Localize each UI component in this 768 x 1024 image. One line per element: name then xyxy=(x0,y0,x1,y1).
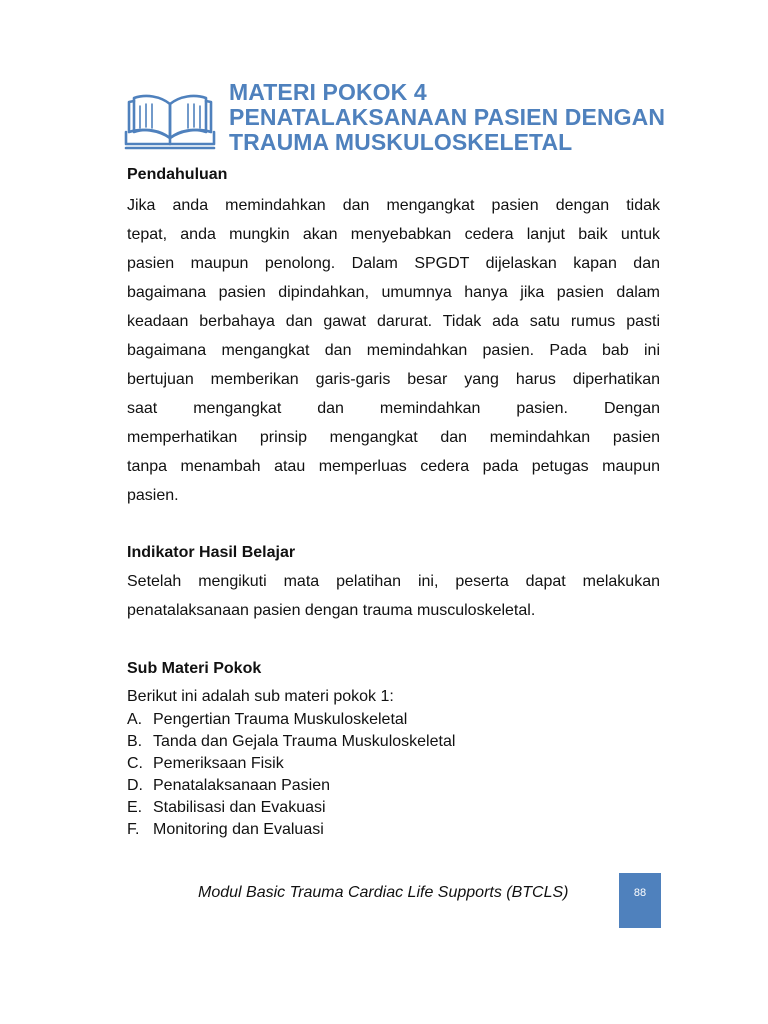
title-line-3: TRAUMA MUSKULOSKELETAL xyxy=(229,129,573,155)
paragraph-line: tanpa menambah atau memperluas cedera pada petugas maupun xyxy=(127,458,660,475)
paragraph-line: Setelah mengikuti mata pelatihan ini, peserta dapat melakukan xyxy=(127,573,660,590)
list-item xyxy=(127,709,455,731)
list-item xyxy=(127,797,455,819)
list-item-text: Monitoring dan Evaluasi xyxy=(153,821,324,838)
footer-module-name: Modul Basic Trauma Cardiac Life Supports (BTCLS) xyxy=(198,884,569,901)
list-item-text: Penatalaksanaan Pasien xyxy=(153,777,331,794)
paragraph-line: penatalaksanaan pasien dengan trauma musculoskeletal. xyxy=(127,602,536,619)
paragraph-line: bertujuan memberikan garis-garis besar yang harus diperhatikan xyxy=(127,371,660,388)
paragraph-line: pasien maupun penolong. Dalam SPGDT dijelaskan kapan dan xyxy=(127,255,660,272)
title-line-1: MATERI POKOK 4 xyxy=(229,79,427,105)
section-heading-indikator: Indikator Hasil Belajar xyxy=(127,544,296,561)
list-item xyxy=(127,819,455,841)
list-item xyxy=(127,731,455,753)
sub-materi-list xyxy=(127,709,455,841)
paragraph-line: bagaimana pasien dipindahkan, umumnya hanya jika pasien dalam xyxy=(127,284,660,301)
paragraph-line: Jika anda memindahkan dan mengangkat pasien dengan tidak xyxy=(127,197,660,214)
paragraph-line: memperhatikan prinsip mengangkat dan memindahkan pasien xyxy=(127,429,660,446)
list-marker: E. xyxy=(127,799,143,816)
title-line-2: PENATALAKSANAAN PASIEN DENGAN xyxy=(229,104,666,130)
paragraph-indikator xyxy=(127,567,660,625)
list-item-text: Tanda dan Gejala Trauma Muskuloskeletal xyxy=(153,733,456,750)
paragraph-pendahuluan xyxy=(127,191,660,510)
list-marker: A. xyxy=(127,711,143,728)
list-item xyxy=(127,753,455,775)
paragraph-line: saat mengangkat dan memindahkan pasien. Dengan xyxy=(127,400,660,417)
list-item-text: Stabilisasi dan Evakuasi xyxy=(153,799,326,816)
paragraph-line: pasien. xyxy=(127,487,179,504)
section-heading-sub-materi: Sub Materi Pokok xyxy=(127,660,262,677)
list-marker: F. xyxy=(127,821,140,838)
page-number: 88 xyxy=(633,887,647,899)
list-item-text: Pengertian Trauma Muskuloskeletal xyxy=(153,711,408,728)
list-marker: B. xyxy=(127,733,143,750)
open-book-icon xyxy=(124,82,216,150)
list-item-text: Pemeriksaan Fisik xyxy=(153,755,284,772)
sub-materi-intro: Berikut ini adalah sub materi pokok 1: xyxy=(127,688,394,705)
section-heading-pendahuluan: Pendahuluan xyxy=(127,166,228,183)
list-marker: D. xyxy=(127,777,143,794)
page-number-badge xyxy=(619,873,661,928)
paragraph-line: tepat, anda mungkin akan menyebabkan cedera lanjut baik untuk xyxy=(127,226,660,243)
module-title xyxy=(229,80,729,155)
list-item xyxy=(127,775,455,797)
list-marker: C. xyxy=(127,755,143,772)
paragraph-line: bagaimana mengangkat dan memindahkan pasien. Pada bab ini xyxy=(127,342,660,359)
paragraph-line: keadaan berbahaya dan gawat darurat. Tidak ada satu rumus pasti xyxy=(127,313,660,330)
